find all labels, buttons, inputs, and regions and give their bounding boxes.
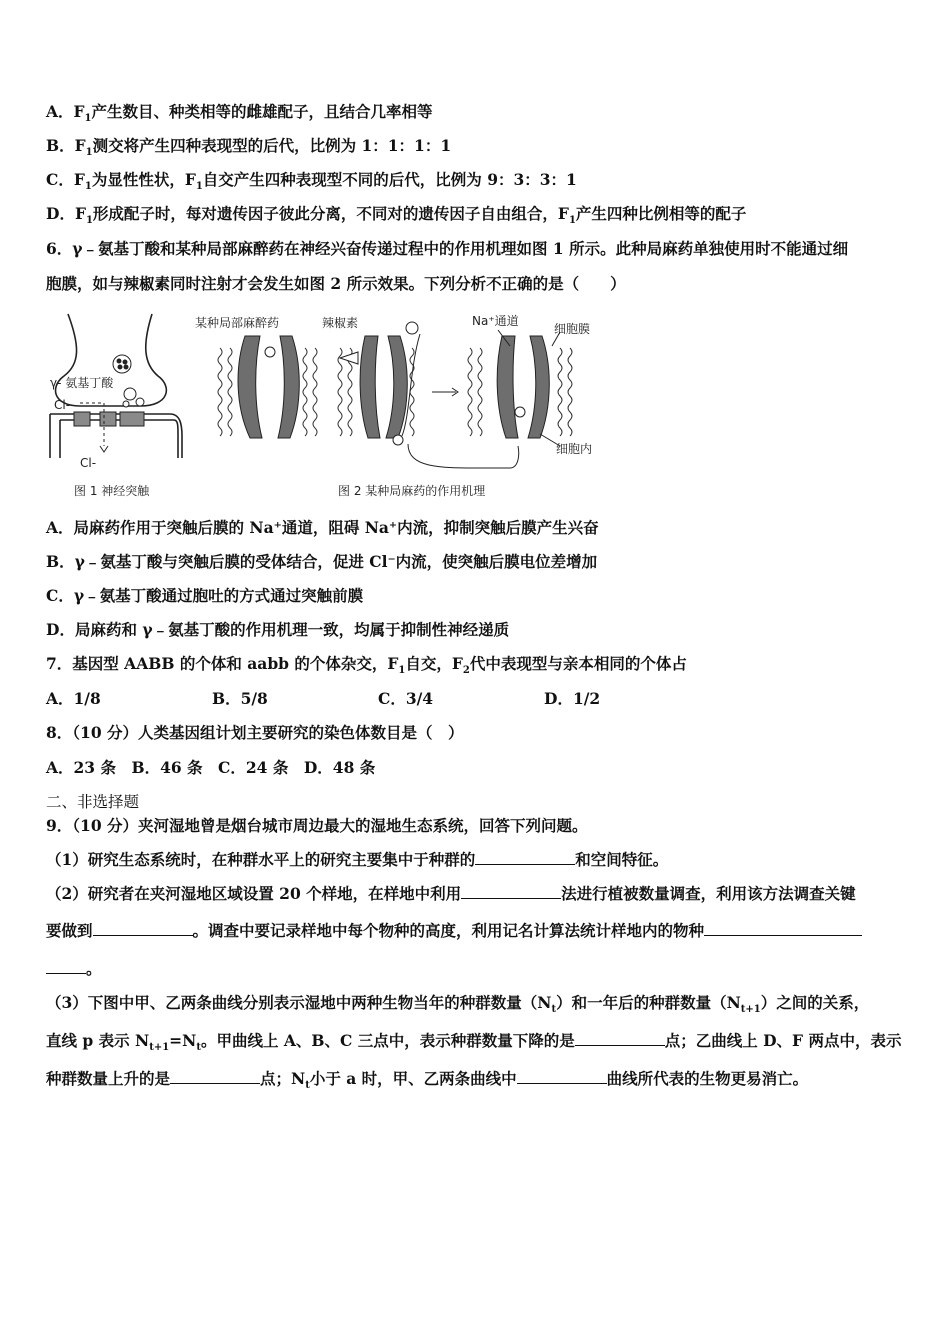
q6-stem-line1: 6．γ﹣氨基丁酸和某种局部麻醉药在神经兴奋传递过程中的作用机理如图 1 所示。此种局麻药单独使用时不能通过细 xyxy=(46,239,849,258)
label-gaba: γ- 氨基丁酸 xyxy=(50,376,114,390)
q6-option-b: B．γ﹣氨基丁酸与突触后膜的受体结合，促进 Cl⁻内流，使突触后膜电位差增加 xyxy=(46,552,598,571)
q9-part2-line3: 。 xyxy=(46,958,906,980)
q7-stem: 7．基因型 AABB 的个体和 aabb 的个体杂交，$F_1$自交，$F_2$代中表现型与亲本相同的个体占 xyxy=(46,654,687,677)
q9-stem: 9．（10 分）夹河湿地曾是烟台城市周边最大的湿地生态系统，回答下列问题。 xyxy=(46,816,588,835)
cl-arrows xyxy=(80,403,108,452)
q9-part3: （3）下图中甲、乙两条曲线分别表示湿地中两种生物当年的种群数量$(N_t)$和一年后的种群数量$(N_{t+1})$之间的关系， xyxy=(46,993,870,1016)
label-cl-top: Cl- xyxy=(54,398,71,412)
q8-stem: 8．（10 分）人类基因组计划主要研究的染色体数目是（ ） xyxy=(46,723,464,742)
answer-blank[interactable] xyxy=(575,1030,665,1046)
receptor-blocks xyxy=(74,412,144,426)
q6-stem-line2: 胞膜，如与辣椒素同时注射才会发生如图 2 所示效果。下列分析不正确的是（ ） xyxy=(46,274,626,293)
answer-blank[interactable] xyxy=(46,958,86,974)
q7-option-d: D．1/2 xyxy=(544,689,601,708)
q9-part2-line2: 要做到 。调查中要记录样地中每个物种的高度，利用记名计算法统计样地内的物种 xyxy=(46,920,906,942)
label-anesthetic: 某种局部麻醉药 xyxy=(195,316,280,330)
q9-part3-line3: 种群数量上升的是 点；$N_t$小于 a 时，甲、乙两条曲线中 曲线所代表的生物更易消亡。 xyxy=(46,1069,809,1092)
q6-figure xyxy=(40,306,620,506)
label-inside: 细胞内 xyxy=(556,442,593,456)
q9-part2: （2）研究者在夹河湿地区域设置 20 个样地，在样地中利用 法进行植被数量调查，利用该方法调查关键 xyxy=(46,884,856,903)
q6-option-c: C．γ﹣氨基丁酸通过胞吐的方式通过突触前膜 xyxy=(46,586,364,605)
na-channel-proteins xyxy=(497,336,549,438)
q6-option-d: D．局麻药和 γ﹣氨基丁酸的作用机理一致，均属于抑制性神经递质 xyxy=(46,620,510,639)
q6-option-a: A．局麻药作用于突触后膜的 Na⁺通道，阻碍 Na⁺内流，抑制突触后膜产生兴奋 xyxy=(46,518,599,537)
q7-option-c: C．3/4 xyxy=(378,689,434,708)
vesicles xyxy=(113,355,144,407)
q6-figure-drawing xyxy=(40,306,620,506)
q9-part3-line2: 直线 p 表示 $N_{t+1}=N_t$。甲曲线上 A、B、C 三点中，表示种群数量下降的是 点；乙曲线上 D、F 两点中，表示 xyxy=(46,1031,902,1054)
membrane-section-1 xyxy=(218,348,317,436)
q5-option-b: B．$F_1$测交将产生四种表现型的后代，比例为 1：1：1：1 xyxy=(46,136,452,159)
fig2-caption: 图 2 某种局麻药的作用机理 xyxy=(338,484,486,498)
label-cl-bottom: Cl- xyxy=(80,456,97,470)
answer-blank[interactable] xyxy=(170,1068,260,1084)
q5-option-c: C．$F_1$为显性性状，$F_1$自交产生四种表现型不同的后代，比例为 9：3：3：1 xyxy=(46,170,577,193)
q7-option-b: B．5/8 xyxy=(212,689,268,708)
q9-part1: （1）研究生态系统时，在种群水平上的研究主要集中于种群的 和空间特征。 xyxy=(46,850,669,869)
answer-blank[interactable] xyxy=(704,920,862,936)
channel-proteins-2 xyxy=(360,336,407,438)
label-na-channel: Na⁺通道 xyxy=(472,314,519,328)
q7-options xyxy=(46,688,906,710)
q5-option-d: D．$F_1$形成配子时，每对遗传因子彼此分离，不同对的遗传因子自由组合，$F_1$产生四种比例相等的配子 xyxy=(46,204,747,227)
fig1-caption: 图 1 神经突触 xyxy=(74,484,150,498)
answer-blank[interactable] xyxy=(461,883,561,899)
label-membrane: 细胞膜 xyxy=(554,322,591,336)
answer-blank[interactable] xyxy=(93,920,193,936)
answer-blank[interactable] xyxy=(475,849,575,865)
label-capsaicin: 辣椒素 xyxy=(322,316,359,330)
q7-option-a: A．1/8 xyxy=(46,689,101,708)
answer-blank[interactable] xyxy=(517,1068,607,1084)
membrane-section-3 xyxy=(468,348,572,436)
q5-option-a: A．$F_1$产生数目、种类相等的雌雄配子，且结合几率相等 xyxy=(46,102,433,125)
section-heading: 二、非选择题 xyxy=(46,793,140,811)
q8-options: A．23 条 B．46 条 C．24 条 D．48 条 xyxy=(46,758,376,777)
